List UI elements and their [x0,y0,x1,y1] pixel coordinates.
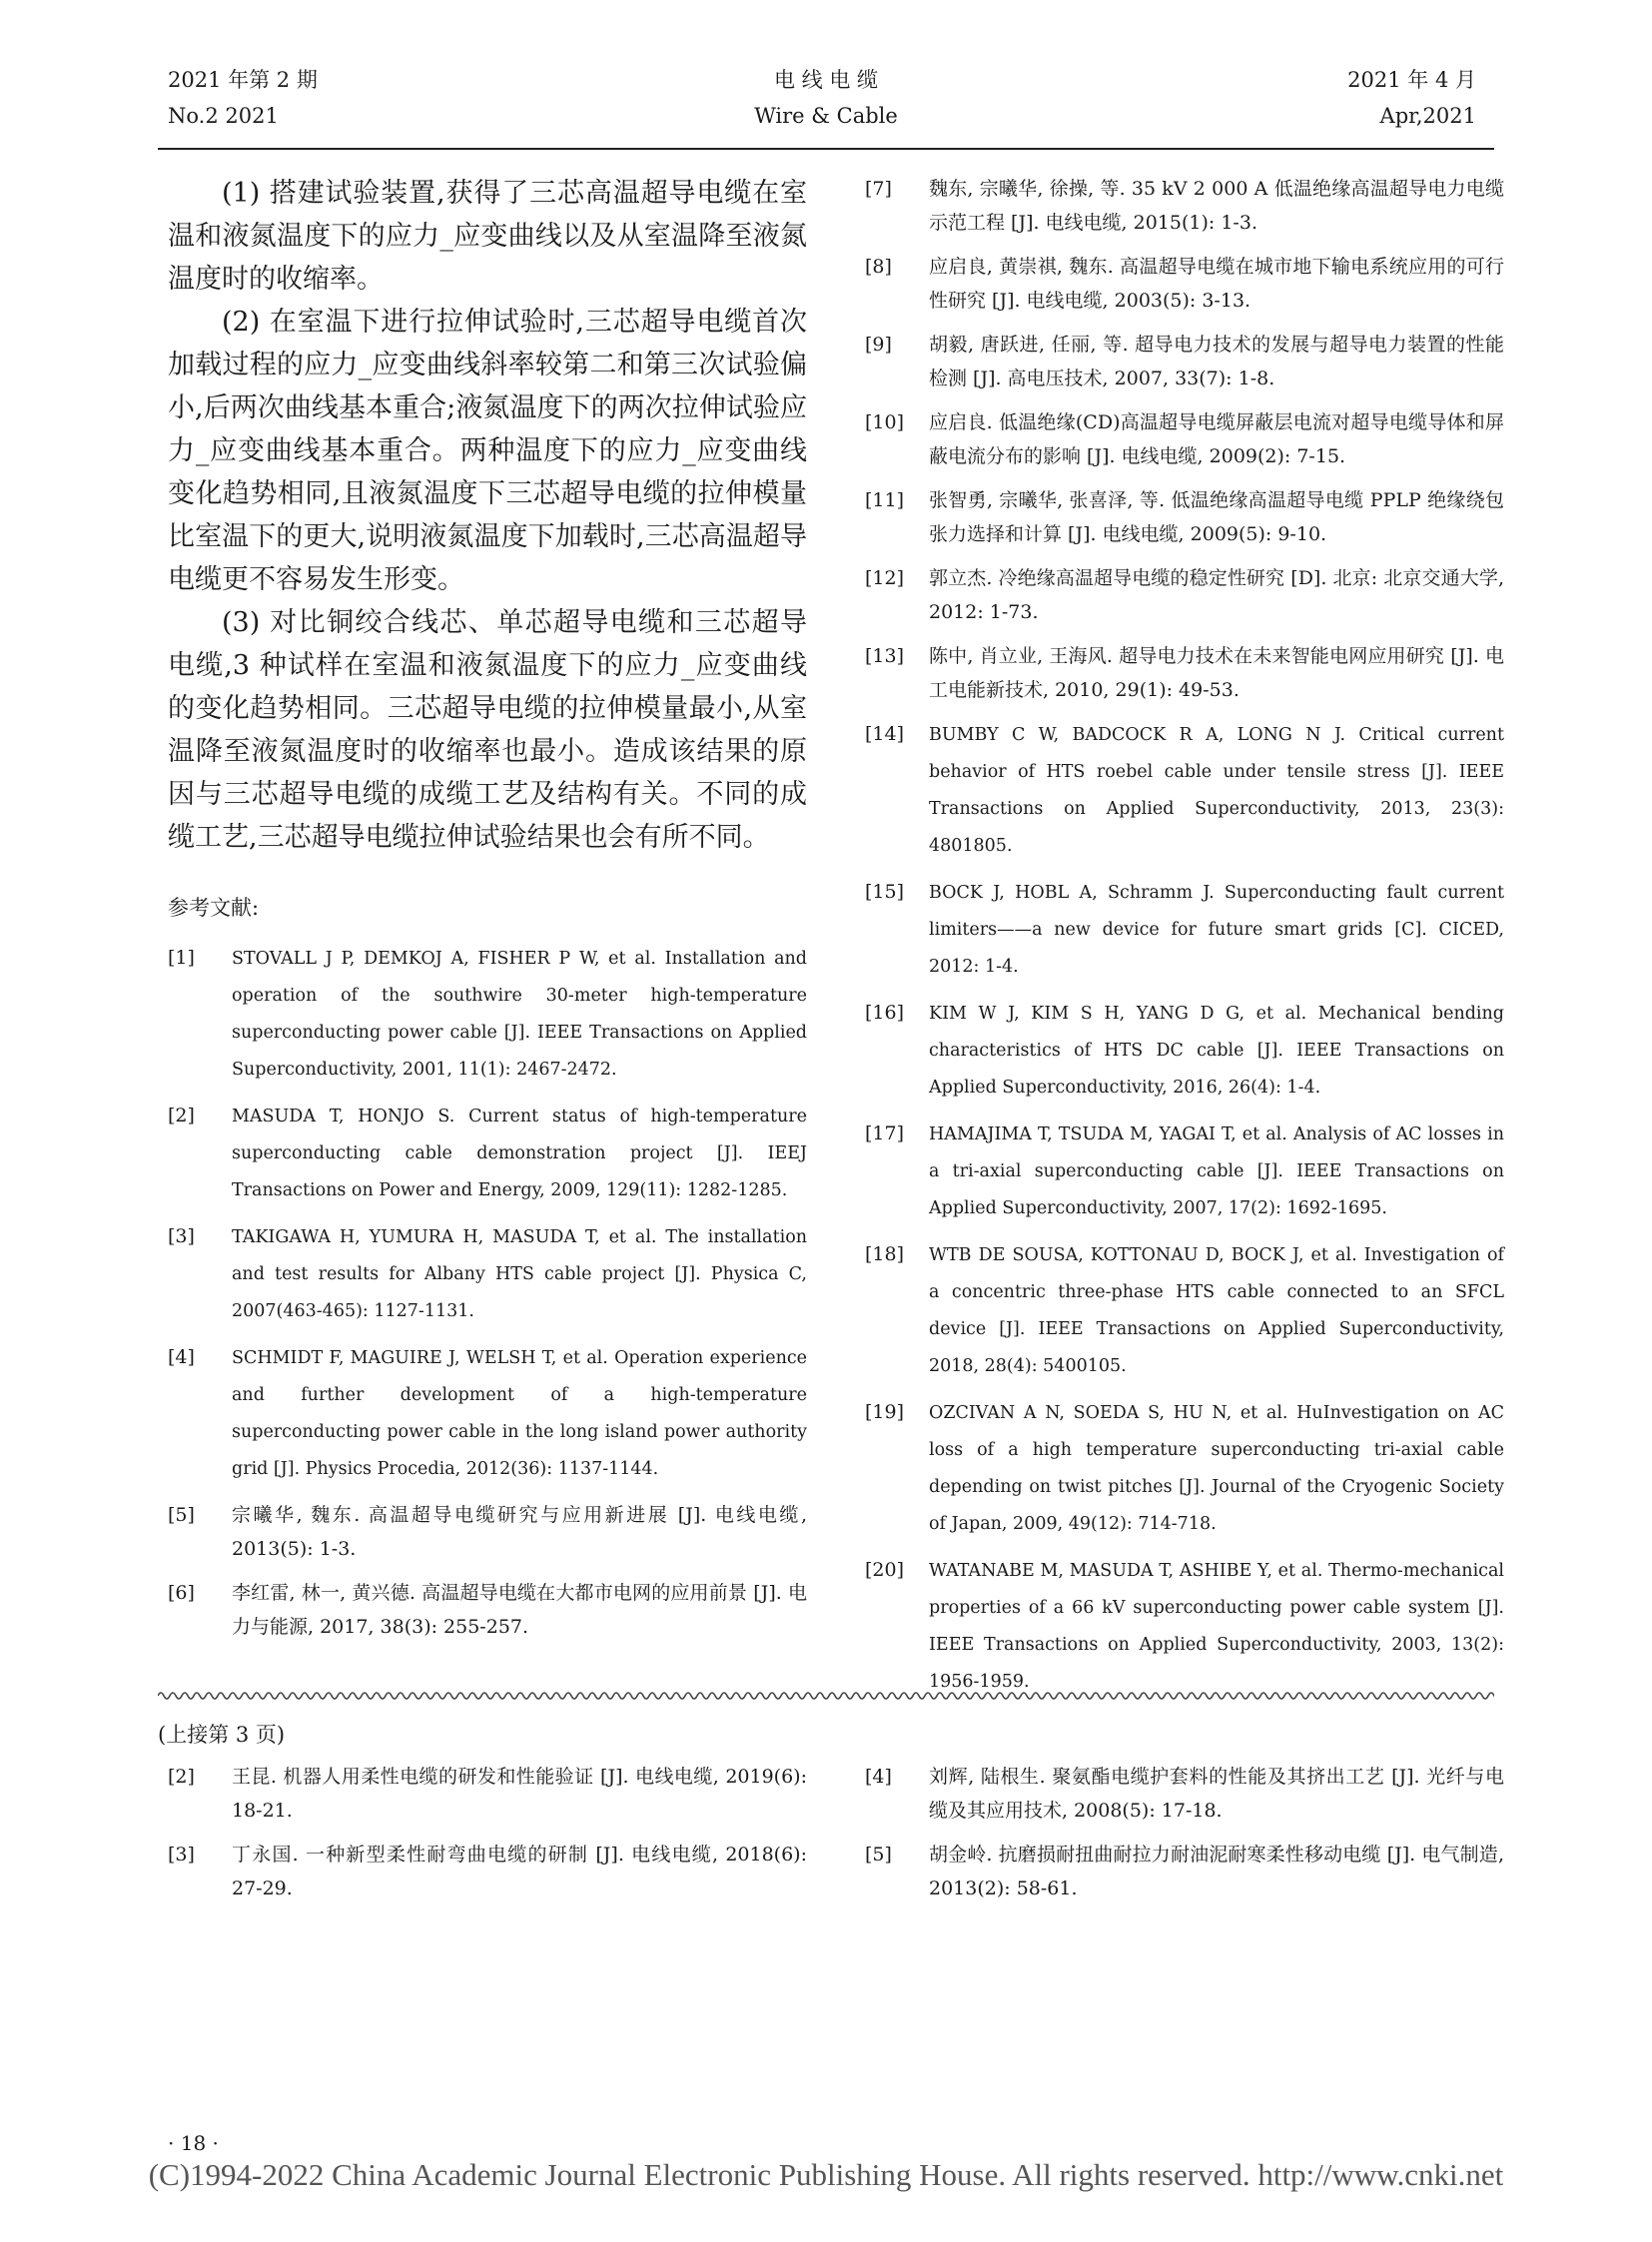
reference-text: 刘辉, 陆根生. 聚氨酯电缆护套料的性能及其挤出工艺 [J]. 光纤与电缆及其应用技术, 2008(5): 17-18. [929,1766,1504,1822]
reference-text: OZCIVAN A N, SOEDA S, HU N, et al. HuInvestigation on AC loss of a high temperature superconducting tri-axial cable depending on twist pitches [J]. Journal of the Cryogenic Society of Japan, 2009, 49(12): 714-718. [929,1403,1504,1534]
reference-text: BOCK J, HOBL A, Schramm J. Superconducting fault current limiters——a new device for future smart grids [C]. CICED, 2012: 1-4. [929,883,1504,977]
reference-text: 应启良. 低温绝缘(CD)高温超导电缆屏蔽层电流对超导电缆导体和屏蔽电流分布的影响 [J]. 电线电缆, 2009(2): 7-15. [929,411,1504,467]
reference-number: [7] [865,178,892,200]
reference-text: 魏东, 宗曦华, 徐操, 等. 35 kV 2 000 A 低温绝缘高温超导电力电缆示范工程 [J]. 电线电缆, 2015(1): 1-3. [929,178,1504,234]
reference-text: 陈中, 肖立业, 王海风. 超导电力技术在未来智能电网应用研究 [J]. 电工电能新技术, 2010, 29(1): 49-53. [929,645,1504,701]
header-issue-en: No.2 2021 [168,104,279,128]
header-journal-cn: 电 线 电 缆 [773,68,879,92]
reference-item [865,405,1504,473]
reference-number: [1] [168,947,195,969]
reference-number: [15] [865,881,905,903]
reference-item [865,172,1504,240]
reference-number: [13] [865,645,905,667]
reference-list-left [168,941,807,1644]
reference-item [865,1237,1504,1385]
header-date-en: Apr,2021 [1379,104,1476,128]
reference-number: [19] [865,1401,905,1423]
reference-number: [8] [865,256,892,278]
copyright-footer: (C)1994-2022 China Academic Journal Electronic Publishing House. All rights reserved. http://www.cnki.net [148,2157,1504,2192]
reference-number: [16] [865,1002,905,1024]
reference-text: 郭立杰. 冷绝缘高温超导电缆的稳定性研究 [D]. 北京: 北京交通大学, 2012: 1-73. [929,567,1504,623]
reference-item [865,1838,1504,1905]
reference-text: MASUDA T, HONJO S. Current status of high-temperature superconducting cable demonstration project [J]. IEEJ Transactions on Power and Energy, 2009, 129(11): 1282-1285. [232,1107,807,1200]
reference-number: [2] [168,1766,195,1788]
reference-text: 丁永国. 一种新型柔性耐弯曲电缆的研制 [J]. 电线电缆, 2018(6): 27-29. [232,1844,807,1899]
reference-number: [14] [865,723,905,745]
reference-text: KIM W J, KIM S H, YANG D G, et al. Mechanical bending characteristics of HTS DC cable [J]. IEEE Transactions on Applied Superconductivity, 2016, 26(4): 1-4. [929,1004,1504,1098]
conclusion-paragraph: (3) 对比铜绞合线芯、单芯超导电缆和三芯超导电缆,3 种试样在室温和液氮温度下的应力_应变曲线的变化趋势相同。三芯超导电缆的拉伸模量最小,从室温降至液氮温度时的收缩率也最小。造成该结果的原因与三芯超导电缆的成缆工艺及结构有关。不同的成缆工艺,三芯超导电缆拉伸试验结果也会有所不同。 [168,607,807,853]
reference-item [865,875,1504,986]
reference-item [865,639,1504,707]
reference-list-right [865,172,1504,1701]
reference-number: [20] [865,1559,905,1581]
reference-text: WTB DE SOUSA, KOTTONAU D, BOCK J, et al. Investigation of a concentric three-phase HTS cable connected to an SFCL device [J]. IEEE Transactions on Applied Superconductivity, 2018, 28(4): 5400105. [929,1245,1504,1376]
continued-list-right [865,1760,1504,1915]
header-date-cn: 2021 年 4 月 [1347,68,1476,92]
wave-divider [158,1688,1494,1704]
reference-number: [11] [865,489,905,511]
reference-item [168,1099,807,1209]
left-column [168,172,807,1654]
reference-item [168,1838,807,1905]
page-number: · 18 · [168,2131,219,2155]
reference-number: [4] [168,1346,195,1368]
reference-item [168,1219,807,1330]
reference-text: 王昆. 机器人用柔性电缆的研发和性能验证 [J]. 电线电缆, 2019(6): 18-21. [232,1766,807,1822]
reference-text: 应启良, 黄崇祺, 魏东. 高温超导电缆在城市地下输电系统应用的可行性研究 [J]. 电线电缆, 2003(5): 3-13. [929,256,1504,312]
reference-item [865,561,1504,629]
header-issue-cn: 2021 年第 2 期 [168,68,318,92]
right-column [865,172,1504,1711]
reference-number: [5] [168,1504,195,1526]
continued-heading: (上接第 3 页) [158,1723,286,1747]
reference-item [865,1760,1504,1828]
reference-item [865,996,1504,1107]
reference-item [168,941,807,1089]
header-rule [158,148,1494,150]
reference-text: 宗曦华, 魏东. 高温超导电缆研究与应用新进展 [J]. 电线电缆, 2013(5): 1-3. [232,1504,807,1560]
reference-item [865,250,1504,318]
reference-number: [18] [865,1243,905,1265]
reference-item [168,1498,807,1566]
reference-number: [4] [865,1766,892,1788]
reference-number: [6] [168,1582,195,1604]
references-heading: 参考文献: [168,896,260,920]
reference-item [865,483,1504,551]
header-date [1347,62,1476,134]
reference-item [168,1760,807,1828]
conclusion-paragraph: (2) 在室温下进行拉伸试验时,三芯超导电缆首次加载过程的应力_应变曲线斜率较第二和第三次试验偏小,后两次曲线基本重合;液氮温度下的两次拉伸试验应力_应变曲线基本重合。两种温度下的应力_应变曲线变化趋势相同,且液氮温度下三芯超导电缆的拉伸模量比室温下的更大,说明液氮温度下加载时,三芯高温超导电缆更不容易发生形变。 [168,307,807,595]
reference-item [168,1576,807,1644]
reference-number: [5] [865,1844,892,1866]
reference-text: HAMAJIMA T, TSUDA M, YAGAI T, et al. Analysis of AC losses in a tri-axial superconducting cable [J]. IEEE Transactions on Applied Superconductivity, 2007, 17(2): 1692-1695. [929,1124,1504,1218]
reference-number: [3] [168,1844,195,1866]
reference-item [865,717,1504,865]
reference-number: [17] [865,1122,905,1144]
reference-text: STOVALL J P, DEMKOJ A, FISHER P W, et al. Installation and operation of the southwire 30-meter high-temperature superconducting power cable [J]. IEEE Transactions on Applied Superconductivity, 2001, 11(1): 2467-2472. [232,949,807,1080]
reference-text: 张智勇, 宗曦华, 张喜泽, 等. 低温绝缘高温超导电缆 PPLP 绝缘绕包张力选择和计算 [J]. 电线电缆, 2009(5): 9-10. [929,489,1504,545]
reference-number: [2] [168,1105,195,1126]
reference-number: [10] [865,411,905,433]
reference-text: WATANABE M, MASUDA T, ASHIBE Y, et al. Thermo-mechanical properties of a 66 kV superconducting power cable system [J]. IEEE Transactions on Applied Superconductivity, 2003, 13(2): 1956-1959. [929,1561,1504,1692]
reference-text: 胡毅, 唐跃进, 任丽, 等. 超导电力技术的发展与超导电力装置的性能检测 [J]. 高电压技术, 2007, 33(7): 1-8. [929,334,1504,389]
reference-item [865,1117,1504,1227]
reference-text: 李红雷, 林一, 黄兴德. 高温超导电缆在大都市电网的应用前景 [J]. 电力与能源, 2017, 38(3): 255-257. [232,1582,807,1638]
reference-item [865,1553,1504,1701]
continued-list-left [168,1760,807,1915]
reference-number: [12] [865,567,905,589]
reference-item [168,1340,807,1488]
reference-text: BUMBY C W, BADCOCK R A, LONG N J. Critical current behavior of HTS roebel cable under tensile stress [J]. IEEE Transactions on Applied Superconductivity, 2013, 23(3): 4801805. [929,725,1504,856]
reference-item [865,328,1504,395]
reference-text: 胡金岭. 抗磨损耐扭曲耐拉力耐油泥耐寒柔性移动电缆 [J]. 电气制造, 2013(2): 58-61. [929,1844,1504,1899]
reference-item [865,1395,1504,1543]
reference-text: TAKIGAWA H, YUMURA H, MASUDA T, et al. The installation and test results for Albany HTS cable project [J]. Physica C, 2007(463-465): 1127-1131. [232,1227,807,1321]
reference-number: [9] [865,334,892,356]
header-journal-en: Wire & Cable [754,104,898,128]
reference-text: SCHMIDT F, MAGUIRE J, WELSH T, et al. Operation experience and further development of a high-temperature superconducting power cable in the long island power authority grid [J]. Physics Procedia, 2012(36): 1137-1144. [232,1348,807,1479]
reference-number: [3] [168,1225,195,1247]
conclusion-paragraph: (1) 搭建试验装置,获得了三芯高温超导电缆在室温和液氮温度下的应力_应变曲线以及从室温降至液氮温度时的收缩率。 [168,178,807,295]
